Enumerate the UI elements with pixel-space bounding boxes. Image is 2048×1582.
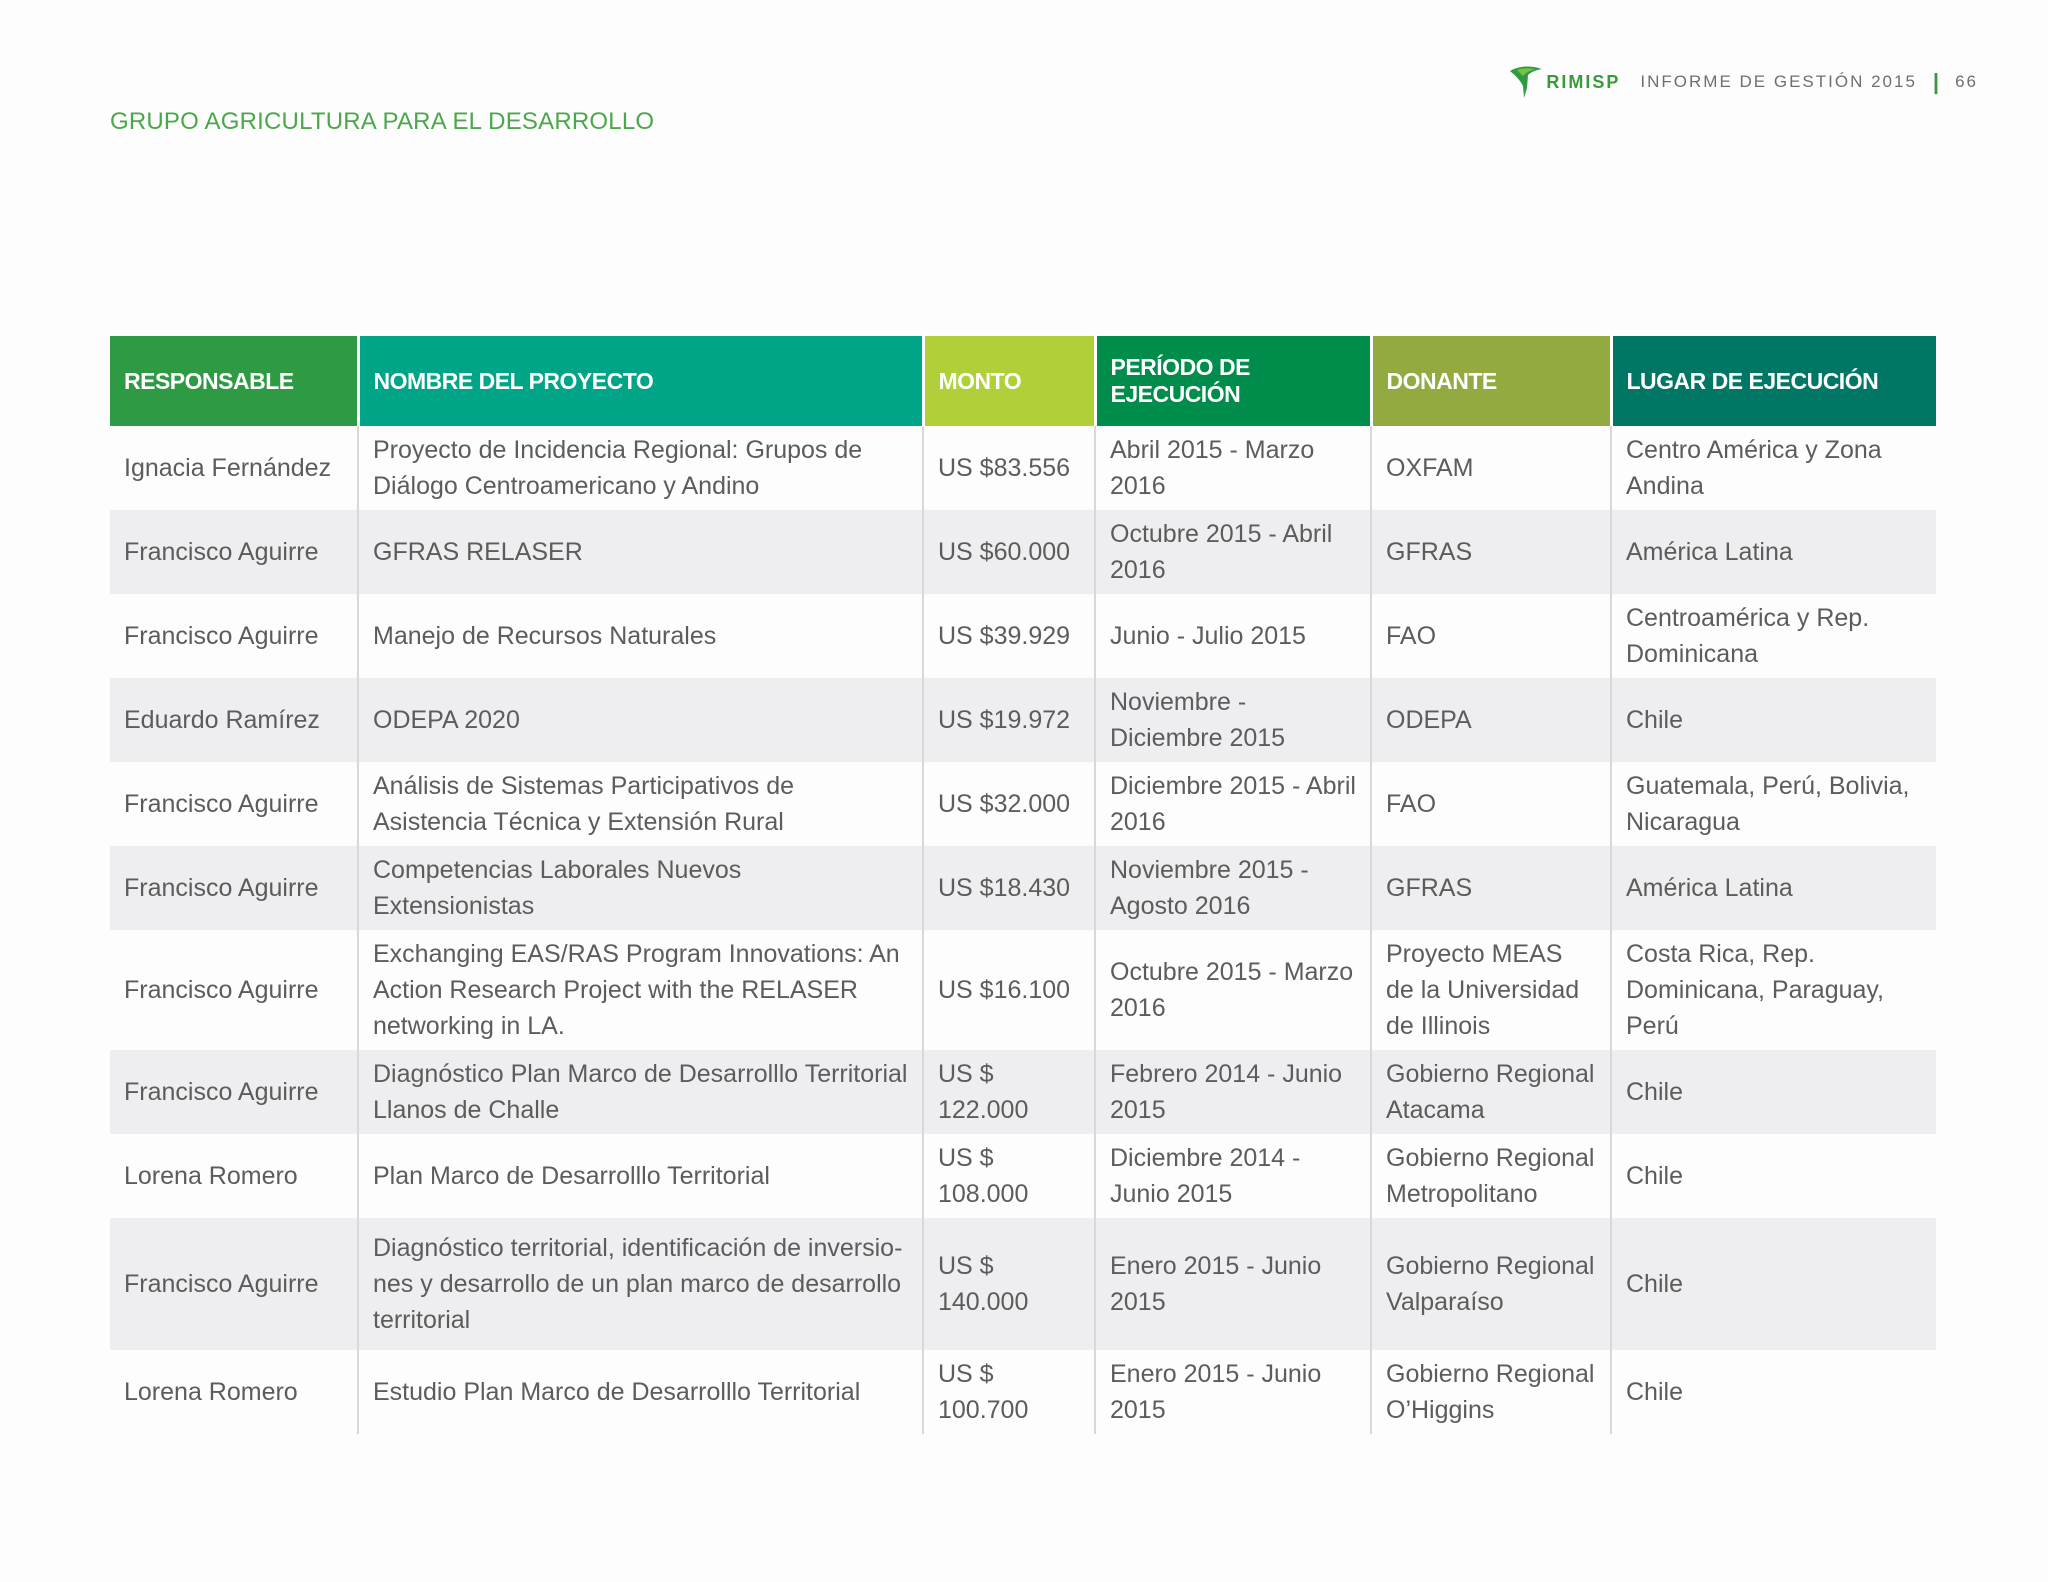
column-header-donante: DONANTE bbox=[1371, 336, 1611, 426]
cell-periodo: Octubre 2015 - Marzo 2016 bbox=[1095, 930, 1371, 1050]
cell-responsable: Francisco Aguirre bbox=[110, 510, 358, 594]
cell-responsable: Francisco Aguirre bbox=[110, 846, 358, 930]
table-row bbox=[110, 930, 1936, 1050]
cell-lugar: América Latina bbox=[1626, 874, 1793, 902]
cell-donante: FAO bbox=[1371, 762, 1611, 846]
table-row bbox=[110, 426, 1936, 510]
cell-responsable: Lorena Romero bbox=[110, 1350, 358, 1434]
cell-responsable: Lorena Romero bbox=[110, 1134, 358, 1218]
cell-lugar: Chile bbox=[1626, 706, 1683, 734]
cell-monto: US $19.972 bbox=[923, 678, 1095, 762]
cell-responsable: Francisco Aguirre bbox=[110, 1050, 358, 1134]
page-number: 66 bbox=[1955, 72, 1978, 91]
cell-monto: US $ 100.700 bbox=[923, 1350, 1095, 1434]
cell-monto: US $ 122.000 bbox=[923, 1050, 1095, 1134]
column-header-periodo: PERÍODO DE EJECUCIÓN bbox=[1095, 336, 1371, 426]
cell-nombre: Diagnóstico territorial, identificación de inversio-nes y desarrollo de un plan marco de desarrollo territorial bbox=[358, 1218, 923, 1350]
cell-lugar: Chile bbox=[1626, 1378, 1683, 1406]
cell-nombre: Exchanging EAS/RAS Program Innovations: An Action Research Project with the RELASER networking in LA. bbox=[358, 930, 923, 1050]
cell-periodo: Febrero 2014 - Junio 2015 bbox=[1095, 1050, 1371, 1134]
cell-monto: US $60.000 bbox=[923, 510, 1095, 594]
cell-periodo: Diciembre 2015 - Abril 2016 bbox=[1095, 762, 1371, 846]
cell-monto: US $32.000 bbox=[923, 762, 1095, 846]
column-header-lugar: LUGAR DE EJECUCIÓN bbox=[1611, 336, 1936, 426]
cell-periodo: Diciembre 2014 - Junio 2015 bbox=[1095, 1134, 1371, 1218]
cell-donante: GFRAS bbox=[1371, 846, 1611, 930]
cell-monto: US $ 108.000 bbox=[923, 1134, 1095, 1218]
cell-donante: OXFAM bbox=[1371, 426, 1611, 510]
brand-name: RIMISP bbox=[1546, 71, 1621, 92]
cell-donante: GFRAS bbox=[1371, 510, 1611, 594]
cell-lugar: Chile bbox=[1626, 1078, 1683, 1106]
cell-lugar: Chile bbox=[1626, 1270, 1683, 1298]
report-title: INFORME DE GESTIÓN 2015 bbox=[1640, 72, 1917, 91]
cell-donante: Gobierno Regional O’Higgins bbox=[1371, 1350, 1611, 1434]
cell-monto: US $39.929 bbox=[923, 594, 1095, 678]
cell-lugar: Guatemala, Perú, Bolivia, Nicaragua bbox=[1626, 772, 1910, 836]
cell-lugar: Costa Rica, Rep. Dominicana, Paraguay, Perú bbox=[1626, 940, 1885, 1040]
cell-monto: US $83.556 bbox=[923, 426, 1095, 510]
cell-lugar: Centro América y Zona Andina bbox=[1626, 436, 1882, 500]
table-row bbox=[110, 1350, 1936, 1434]
cell-periodo: Enero 2015 - Junio 2015 bbox=[1095, 1350, 1371, 1434]
table-row bbox=[110, 762, 1936, 846]
column-header-monto: MONTO bbox=[923, 336, 1095, 426]
table-row bbox=[110, 846, 1936, 930]
cell-nombre: Diagnóstico Plan Marco de Desarrolllo Territorial Llanos de Challe bbox=[358, 1050, 923, 1134]
cell-lugar: Centroamérica y Rep. Dominicana bbox=[1626, 604, 1870, 668]
cell-responsable: Francisco Aguirre bbox=[110, 1218, 358, 1350]
cell-monto: US $ 140.000 bbox=[923, 1218, 1095, 1350]
cell-nombre: ODEPA 2020 bbox=[358, 678, 923, 762]
table-row bbox=[110, 1134, 1936, 1218]
column-header-nombre: NOMBRE DEL PROYECTO bbox=[358, 336, 923, 426]
cell-lugar: Chile bbox=[1626, 1162, 1683, 1190]
table-row bbox=[110, 510, 1936, 594]
cell-monto: US $18.430 bbox=[923, 846, 1095, 930]
projects-table bbox=[110, 336, 1936, 1434]
cell-periodo: Noviembre 2015 - Agosto 2016 bbox=[1095, 846, 1371, 930]
cell-responsable: Eduardo Ramírez bbox=[110, 678, 358, 762]
cell-nombre: Estudio Plan Marco de Desarrolllo Territorial bbox=[358, 1350, 923, 1434]
cell-donante: Gobierno Regional Valparaíso bbox=[1371, 1218, 1611, 1350]
cell-periodo: Abril 2015 - Marzo 2016 bbox=[1095, 426, 1371, 510]
section-title: GRUPO AGRICULTURA PARA EL DESARROLLO bbox=[110, 108, 655, 135]
cell-monto: US $16.100 bbox=[923, 930, 1095, 1050]
table-row bbox=[110, 1218, 1936, 1350]
cell-donante: FAO bbox=[1371, 594, 1611, 678]
cell-periodo: Enero 2015 - Junio 2015 bbox=[1095, 1218, 1371, 1350]
cell-nombre: GFRAS RELASER bbox=[358, 510, 923, 594]
table-row bbox=[110, 678, 1936, 762]
cell-responsable: Francisco Aguirre bbox=[110, 930, 358, 1050]
cell-donante: ODEPA bbox=[1371, 678, 1611, 762]
cell-nombre: Análisis de Sistemas Participativos de Asistencia Técnica y Extensión Rural bbox=[358, 762, 923, 846]
page-header bbox=[1508, 62, 1978, 102]
cell-nombre: Competencias Laborales Nuevos Extensionistas bbox=[358, 846, 923, 930]
column-header-responsable: RESPONSABLE bbox=[110, 336, 358, 426]
cell-donante: Gobierno Regional Metropolitano bbox=[1371, 1134, 1611, 1218]
cell-periodo: Octubre 2015 - Abril 2016 bbox=[1095, 510, 1371, 594]
bird-logo-icon bbox=[1508, 62, 1544, 102]
cell-responsable: Francisco Aguirre bbox=[110, 594, 358, 678]
cell-nombre: Proyecto de Incidencia Regional: Grupos de Diálogo Centroamericano y Andino bbox=[358, 426, 923, 510]
cell-nombre: Manejo de Recursos Naturales bbox=[358, 594, 923, 678]
table-row bbox=[110, 594, 1936, 678]
cell-donante: Gobierno Regional Atacama bbox=[1371, 1050, 1611, 1134]
table-row bbox=[110, 1050, 1936, 1134]
cell-responsable: Ignacia Fernández bbox=[110, 426, 358, 510]
rimisp-logo bbox=[1508, 62, 1620, 102]
cell-donante: Proyecto MEAS de la Universidad de Illinois bbox=[1371, 930, 1611, 1050]
cell-periodo: Junio - Julio 2015 bbox=[1095, 594, 1371, 678]
cell-lugar: América Latina bbox=[1626, 538, 1793, 566]
cell-nombre: Plan Marco de Desarrolllo Territorial bbox=[358, 1134, 923, 1218]
table-header-row bbox=[110, 336, 1936, 426]
cell-periodo: Noviembre - Diciembre 2015 bbox=[1095, 678, 1371, 762]
header-separator: | bbox=[1932, 69, 1942, 94]
cell-responsable: Francisco Aguirre bbox=[110, 762, 358, 846]
